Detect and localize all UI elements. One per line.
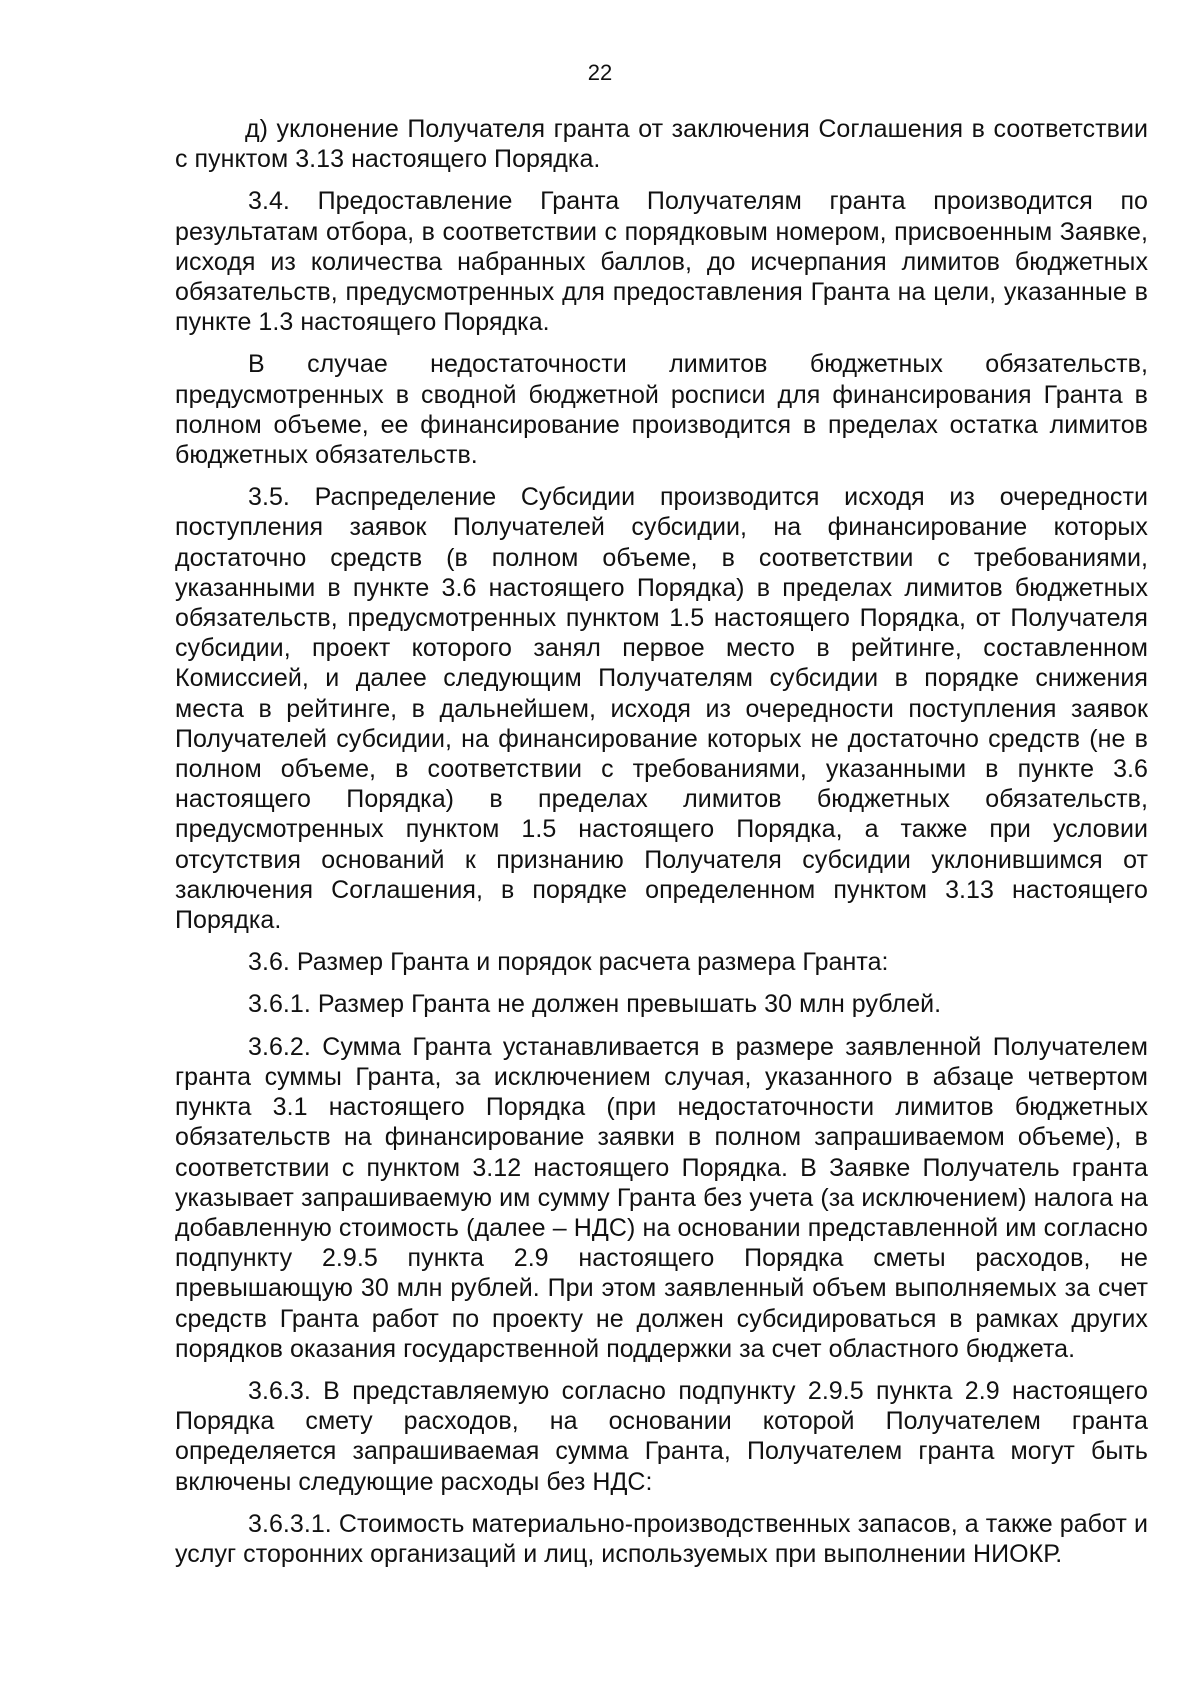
paragraph-3-5: 3.5. Распределение Субсидии производится исходя из очередности поступления заявок Получателей субсидии, на финансирование которых достаточно средств (в полном объеме, в соответствии с требованиями, указанными в пункте 3.6 настоящего Порядка) в пределах лимитов бюджетных обязательств, предусмотренных пунктом 1.5 настоящего Порядка, от Получателя субсидии, проект которого занял первое место в рейтинге, составленном Комиссией, и далее следующим Получателям субсидии в порядке снижения места в рейтинге, в дальнейшем, исходя из очередности поступления заявок Получателей субсидии, на финансирование которых не достаточно средств (не в полном объеме, в соответствии с требованиями, указанными в пункте 3.6 настоящего Порядка) в пределах лимитов бюджетных обязательств, предусмотренных пунктом 1.5 настоящего Порядка, а также при условии отсутствия оснований к признанию Получателя субсидии уклонившимся от заключения Соглашения, в порядке определенном пунктом 3.13 настоящего Порядка. bbox=[175, 483, 1148, 935]
page-number: 22 bbox=[587, 60, 613, 85]
paragraph-3-6: 3.6. Размер Гранта и порядок расчета размера Гранта: bbox=[248, 948, 889, 977]
document-body bbox=[175, 114, 1148, 1581]
paragraph-3-4: 3.4. Предоставление Гранта Получателям гранта производится по результатам отбора, в соответствии с порядковым номером, присвоенным Заявке, исходя из количества набранных баллов, до исчерпания лимитов бюджетных обязательств, предусмотренных для предоставления Гранта на цели, указанные в пункте 1.3 настоящего Порядка. bbox=[175, 187, 1148, 337]
paragraph-3-6-1: 3.6.1. Размер Гранта не должен превышать 30 млн рублей. bbox=[248, 990, 942, 1019]
paragraph-3-6-3: 3.6.3. В представляемую согласно подпункту 2.9.5 пункта 2.9 настоящего Порядка смету расходов, на основании которой Получателем гранта определяется запрашиваемая сумма Гранта, Получателем гранта могут быть включены следующие расходы без НДС: bbox=[175, 1376, 1148, 1496]
paragraph-subclause-d: д) уклонение Получателя гранта от заключения Соглашения в соответствии с пунктом 3.13 настоящего Порядка. bbox=[175, 115, 1148, 174]
paragraph-3-6-2: 3.6.2. Сумма Гранта устанавливается в размере заявленной Получателем гранта суммы Гранта, за исключением случая, указанного в абзаце четвертом пункта 3.1 настоящего Порядка (при недостаточности лимитов бюджетных обязательств на финансирование заявки в полном запрашиваемом объеме), в соответствии с пунктом 3.12 настоящего Порядка. В Заявке Получатель гранта указывает запрашиваемую им сумму Гранта без учета (за исключением) налога на добавленную стоимость (далее – НДС) на основании представленной им согласно подпункту 2.9.5 пункта 2.9 настоящего Порядка сметы расходов, не превышающую 30 млн рублей. При этом заявленный объем выполняемых за счет средств Гранта работ по проекту не должен субсидироваться в рамках других порядков оказания государственной поддержки за счет областного бюджета. bbox=[175, 1032, 1148, 1363]
paragraph-insufficient-limits: В случае недостаточности лимитов бюджетных обязательств, предусмотренных в сводной бюджетной росписи для финансирования Гранта в полном объеме, ее финансирование производится в пределах остатка лимитов бюджетных обязательств. bbox=[175, 350, 1148, 470]
paragraph-3-6-3-1: 3.6.3.1. Стоимость материально-производственных запасов, а также работ и услуг сторонних организаций и лиц, используемых при выполнении НИОКР. bbox=[175, 1509, 1148, 1568]
